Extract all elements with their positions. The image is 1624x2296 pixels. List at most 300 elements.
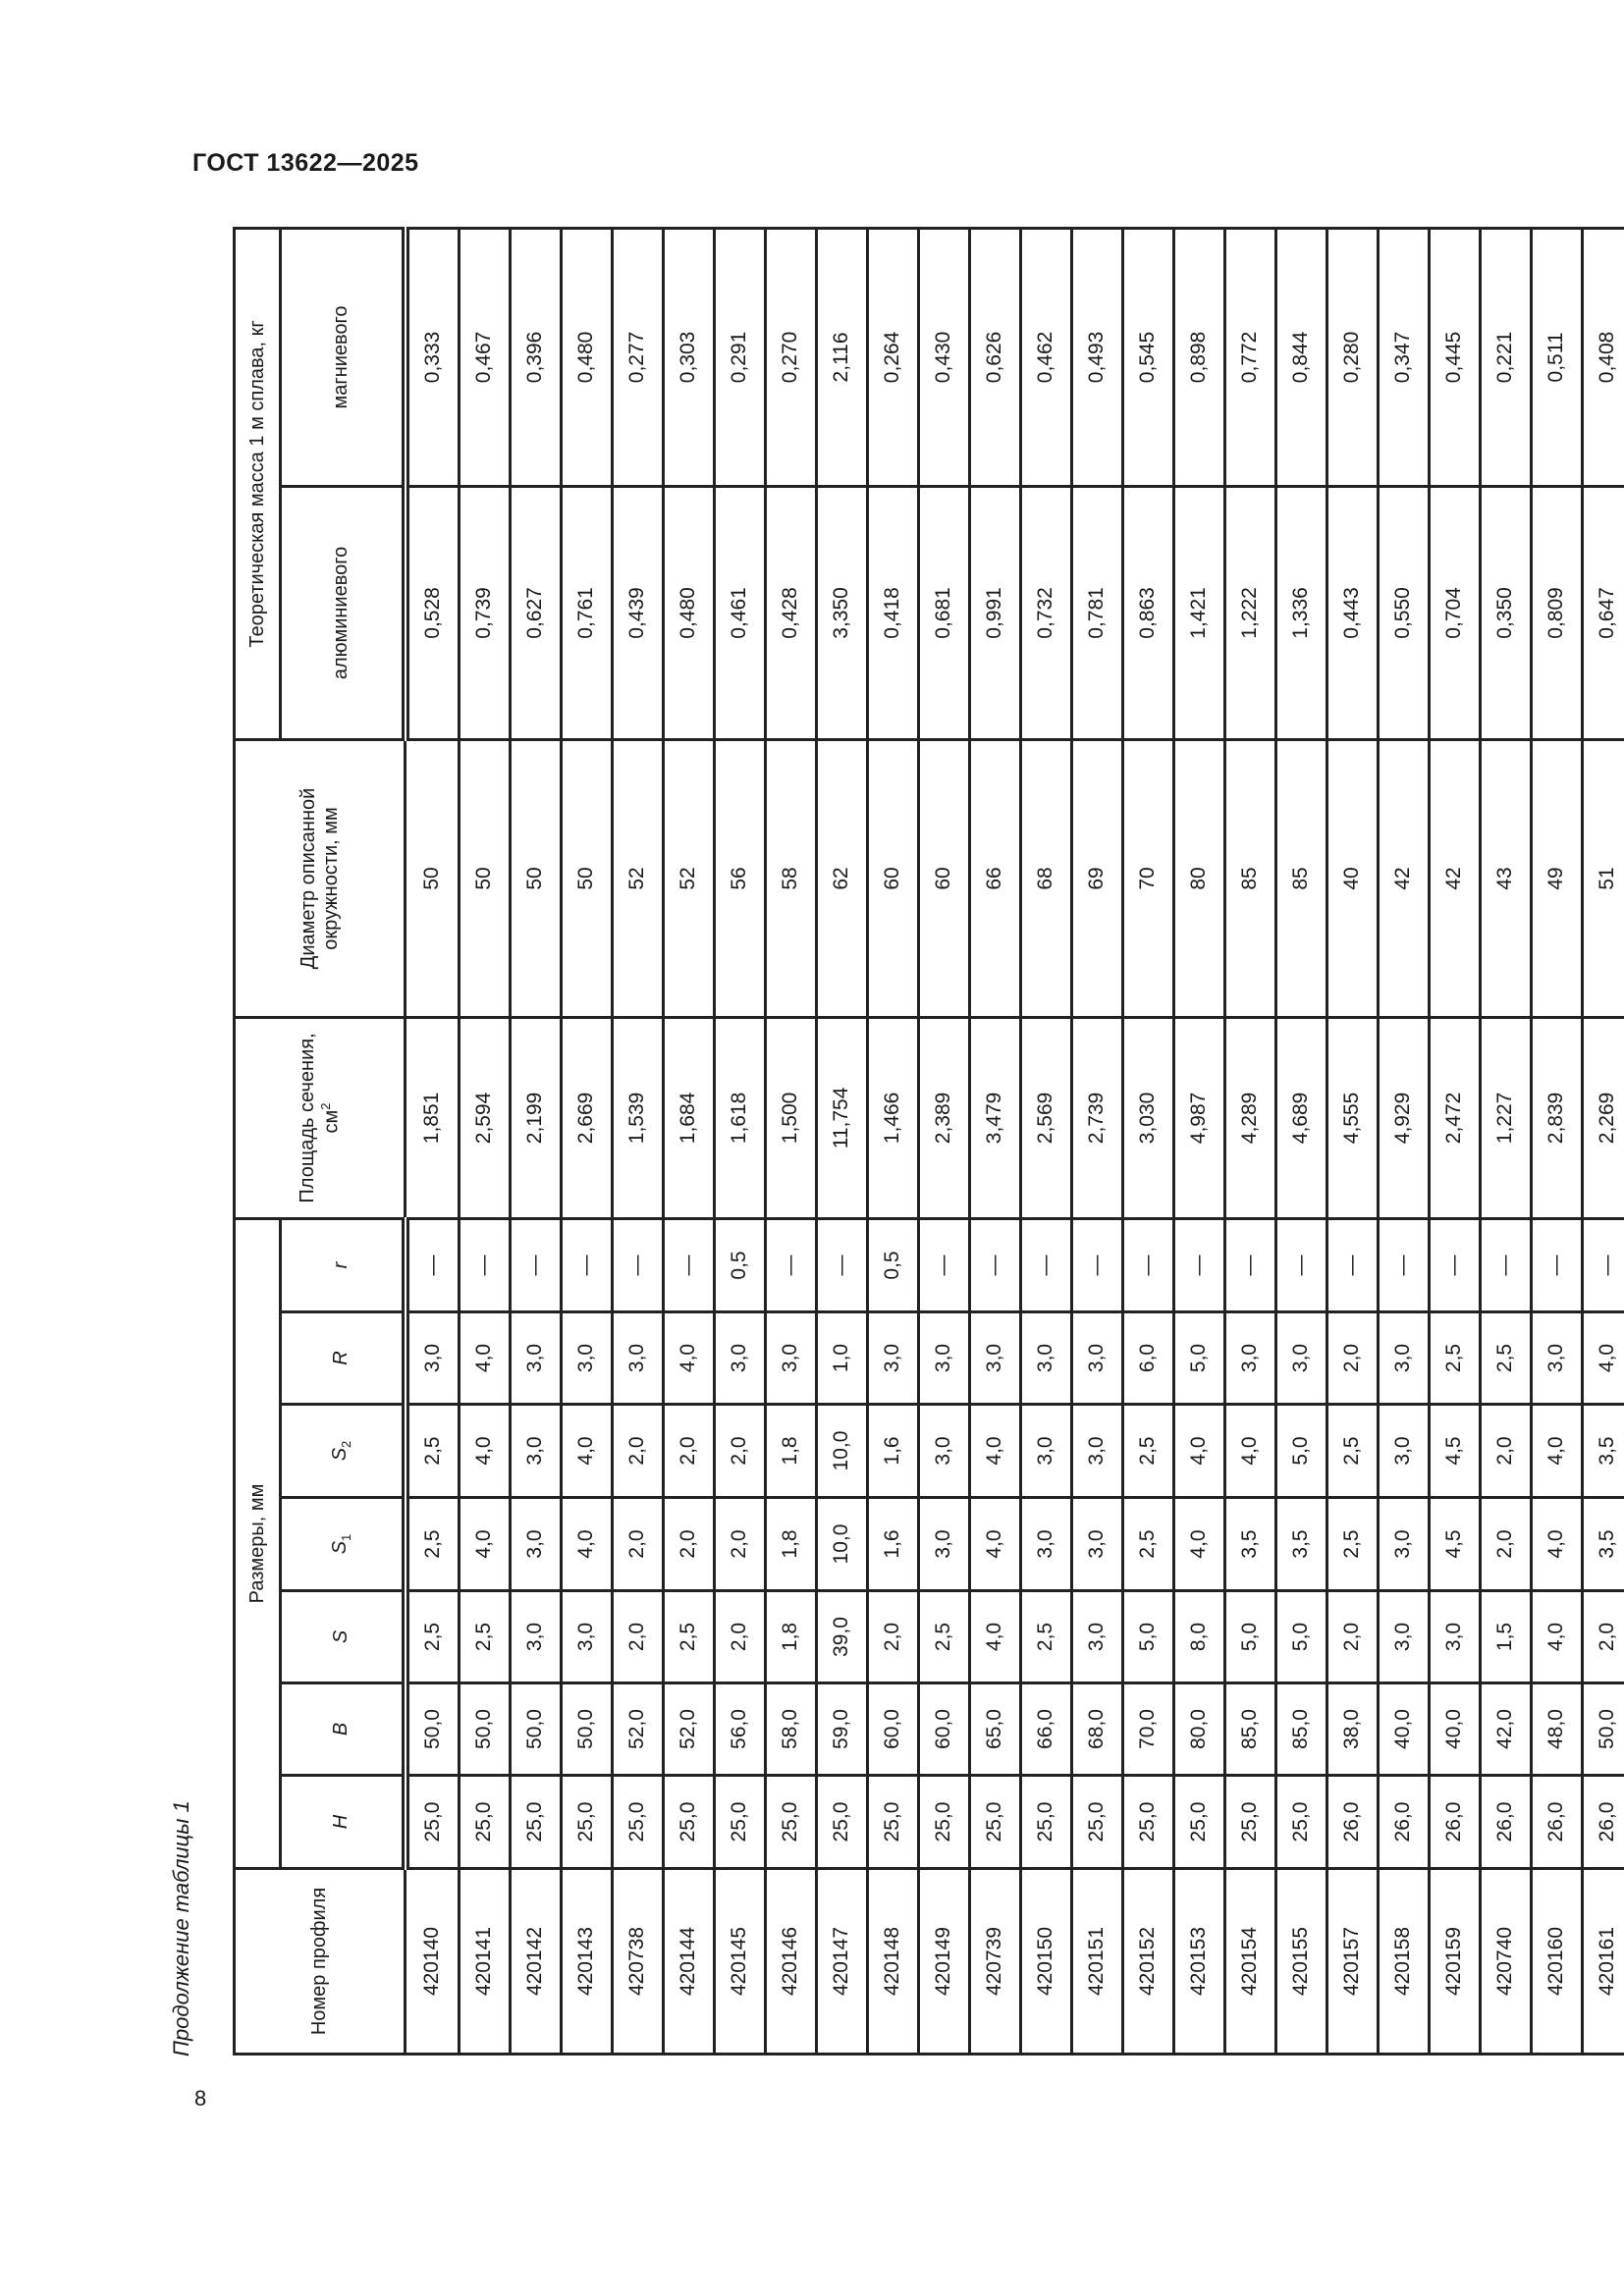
cell-aluminum: 0,863 xyxy=(1122,486,1173,739)
cell-r: — xyxy=(1480,1218,1531,1311)
cell-s: 3,0 xyxy=(561,1591,612,1683)
cell-magnesium: 0,626 xyxy=(969,228,1020,486)
cell-s: 5,0 xyxy=(1122,1591,1173,1683)
cell-area: 2,569 xyxy=(1020,1017,1071,1218)
table-row xyxy=(714,228,765,2054)
table-row xyxy=(1582,228,1624,2054)
cell-s2: 2,0 xyxy=(663,1405,714,1498)
cell-profile: 420149 xyxy=(918,1869,969,2055)
cell-area: 1,618 xyxy=(714,1017,765,1218)
cell-s1: 3,0 xyxy=(1020,1498,1071,1591)
cell-aluminum: 0,681 xyxy=(918,486,969,739)
cell-s2: 3,0 xyxy=(510,1405,561,1498)
cell-b: 59,0 xyxy=(816,1683,867,1776)
cell-h: 25,0 xyxy=(459,1776,510,1869)
cell-b: 52,0 xyxy=(612,1683,663,1776)
table-row xyxy=(969,228,1020,2054)
cell-diameter: 66 xyxy=(969,739,1020,1017)
cell-r: — xyxy=(1071,1218,1122,1311)
cell-diameter: 50 xyxy=(561,739,612,1017)
cell-profile: 420148 xyxy=(867,1869,918,2055)
cell-s1: 3,5 xyxy=(1582,1498,1624,1591)
cell-r: — xyxy=(663,1218,714,1311)
cell-diameter: 56 xyxy=(714,739,765,1017)
cell-diameter: 42 xyxy=(1378,739,1429,1017)
cell-s2: 4,0 xyxy=(561,1405,612,1498)
cell-h: 26,0 xyxy=(1531,1776,1582,1869)
cell-r: — xyxy=(1429,1218,1480,1311)
cell-r: — xyxy=(561,1218,612,1311)
cell-area: 2,594 xyxy=(459,1017,510,1218)
cell-h: 25,0 xyxy=(714,1776,765,1869)
cell-h: 25,0 xyxy=(1275,1776,1326,1869)
cell-r: — xyxy=(406,1218,460,1311)
cell-magnesium: 0,264 xyxy=(867,228,918,486)
cell-s: 2,0 xyxy=(867,1591,918,1683)
cell-b: 70,0 xyxy=(1122,1683,1173,1776)
cell-s2: 2,5 xyxy=(406,1405,460,1498)
header-S2: $S_2$ xyxy=(281,1405,406,1498)
cell-s1: 4,5 xyxy=(1429,1498,1480,1591)
cell-magnesium: 0,221 xyxy=(1480,228,1531,486)
cell-s2: 10,0 xyxy=(816,1405,867,1498)
cell-diameter: 60 xyxy=(867,739,918,1017)
header-R: R xyxy=(281,1312,406,1405)
header-diameter: Диаметр описанной окружности, мм xyxy=(235,739,406,1017)
cell-aluminum: 0,809 xyxy=(1531,486,1582,739)
cell-profile: 420155 xyxy=(1275,1869,1326,2055)
cell-diameter: 60 xyxy=(918,739,969,1017)
cell-diameter: 51 xyxy=(1582,739,1624,1017)
cell-diameter: 42 xyxy=(1429,739,1480,1017)
cell-h: 25,0 xyxy=(1020,1776,1071,1869)
cell-s2: 2,5 xyxy=(1122,1405,1173,1498)
cell-magnesium: 0,333 xyxy=(406,228,460,486)
cell-magnesium: 0,408 xyxy=(1582,228,1624,486)
cell-r: — xyxy=(1531,1218,1582,1311)
cell-aluminum: 0,350 xyxy=(1480,486,1531,739)
cell-diameter: 68 xyxy=(1020,739,1071,1017)
cell-s1: 2,0 xyxy=(612,1498,663,1591)
table-row xyxy=(612,228,663,2054)
cell-s: 5,0 xyxy=(1224,1591,1275,1683)
cell-r: 3,0 xyxy=(406,1312,460,1405)
cell-s1: 3,0 xyxy=(1378,1498,1429,1591)
cell-s2: 1,6 xyxy=(867,1405,918,1498)
cell-h: 26,0 xyxy=(1378,1776,1429,1869)
cell-r: — xyxy=(1122,1218,1173,1311)
cell-profile: 420739 xyxy=(969,1869,1020,2055)
table-row xyxy=(406,228,460,2054)
header-r: r xyxy=(281,1218,406,1311)
cell-s: 2,5 xyxy=(1020,1591,1071,1683)
cell-r: 4,0 xyxy=(1582,1312,1624,1405)
cell-area: 4,289 xyxy=(1224,1017,1275,1218)
cell-h: 26,0 xyxy=(1429,1776,1480,1869)
cell-s: 4,0 xyxy=(1531,1591,1582,1683)
cell-s1: 1,8 xyxy=(765,1498,816,1591)
cell-r: 3,0 xyxy=(765,1312,816,1405)
table-row xyxy=(1429,228,1480,2054)
cell-s1: 2,5 xyxy=(1326,1498,1378,1591)
cell-area: 1,227 xyxy=(1480,1017,1531,1218)
cell-magnesium: 0,844 xyxy=(1275,228,1326,486)
cell-aluminum: 0,991 xyxy=(969,486,1020,739)
cell-s2: 4,5 xyxy=(1429,1405,1480,1498)
cell-s2: 4,0 xyxy=(1531,1405,1582,1498)
cell-s1: 3,5 xyxy=(1224,1498,1275,1591)
cell-r: 3,0 xyxy=(1378,1312,1429,1405)
cell-r: 2,5 xyxy=(1480,1312,1531,1405)
cell-r: 4,0 xyxy=(459,1312,510,1405)
cell-s1: 4,0 xyxy=(459,1498,510,1591)
cell-h: 25,0 xyxy=(561,1776,612,1869)
cell-profile: 420152 xyxy=(1122,1869,1173,2055)
cell-profile: 420161 xyxy=(1582,1869,1624,2055)
cell-s2: 3,0 xyxy=(1071,1405,1122,1498)
cell-b: 85,0 xyxy=(1275,1683,1326,1776)
cell-h: 25,0 xyxy=(663,1776,714,1869)
table-row xyxy=(1122,228,1173,2054)
cell-aluminum: 1,336 xyxy=(1275,486,1326,739)
cell-magnesium: 0,270 xyxy=(765,228,816,486)
cell-b: 60,0 xyxy=(918,1683,969,1776)
cell-s: 3,0 xyxy=(1071,1591,1122,1683)
table-body xyxy=(406,228,1624,2054)
cell-diameter: 50 xyxy=(406,739,460,1017)
cell-diameter: 50 xyxy=(459,739,510,1017)
cell-s2: 3,0 xyxy=(1378,1405,1429,1498)
header-S1: $S_1$ xyxy=(281,1498,406,1591)
cell-r: — xyxy=(1224,1218,1275,1311)
table-caption: Продолжение таблицы 1 xyxy=(169,1800,193,2056)
cell-area: 2,472 xyxy=(1429,1017,1480,1218)
cell-aluminum: 0,439 xyxy=(612,486,663,739)
cell-s1: 3,5 xyxy=(1275,1498,1326,1591)
cell-magnesium: 0,772 xyxy=(1224,228,1275,486)
cell-magnesium: 0,467 xyxy=(459,228,510,486)
header-H: H xyxy=(281,1776,406,1869)
cell-diameter: 62 xyxy=(816,739,867,1017)
cell-s2: 2,5 xyxy=(1326,1405,1378,1498)
cell-area: 2,199 xyxy=(510,1017,561,1218)
cell-s1: 4,0 xyxy=(1531,1498,1582,1591)
cell-profile: 420154 xyxy=(1224,1869,1275,2055)
cell-r: 3,0 xyxy=(1531,1312,1582,1405)
cell-s1: 2,0 xyxy=(714,1498,765,1591)
cell-aluminum: 0,732 xyxy=(1020,486,1071,739)
cell-area: 3,479 xyxy=(969,1017,1020,1218)
table-row xyxy=(1020,228,1071,2054)
cell-aluminum: 0,528 xyxy=(406,486,460,739)
cell-magnesium: 0,347 xyxy=(1378,228,1429,486)
cell-r: — xyxy=(459,1218,510,1311)
cell-r: 3,0 xyxy=(1275,1312,1326,1405)
cell-magnesium: 0,898 xyxy=(1173,228,1224,486)
cell-b: 48,0 xyxy=(1531,1683,1582,1776)
cell-area: 1,851 xyxy=(406,1017,460,1218)
cell-s1: 2,0 xyxy=(663,1498,714,1591)
cell-s1: 4,0 xyxy=(1173,1498,1224,1591)
cell-diameter: 80 xyxy=(1173,739,1224,1017)
cell-b: 68,0 xyxy=(1071,1683,1122,1776)
cell-s: 2,5 xyxy=(406,1591,460,1683)
cell-r: 3,0 xyxy=(510,1312,561,1405)
table-row xyxy=(765,228,816,2054)
cell-r: 3,0 xyxy=(714,1312,765,1405)
cell-s1: 2,5 xyxy=(406,1498,460,1591)
cell-diameter: 85 xyxy=(1224,739,1275,1017)
cell-diameter: 43 xyxy=(1480,739,1531,1017)
cell-r: 0,5 xyxy=(867,1218,918,1311)
cell-area: 4,929 xyxy=(1378,1017,1429,1218)
cell-magnesium: 0,430 xyxy=(918,228,969,486)
profiles-table xyxy=(233,227,1624,2056)
cell-profile: 420157 xyxy=(1326,1869,1378,2055)
cell-r: 3,0 xyxy=(918,1312,969,1405)
cell-magnesium: 0,396 xyxy=(510,228,561,486)
cell-r: 1,0 xyxy=(816,1312,867,1405)
cell-area: 2,389 xyxy=(918,1017,969,1218)
cell-aluminum: 0,647 xyxy=(1582,486,1624,739)
cell-r: — xyxy=(918,1218,969,1311)
cell-b: 50,0 xyxy=(1582,1683,1624,1776)
cell-b: 56,0 xyxy=(714,1683,765,1776)
cell-s: 39,0 xyxy=(816,1591,867,1683)
cell-b: 66,0 xyxy=(1020,1683,1071,1776)
cell-r: 3,0 xyxy=(561,1312,612,1405)
cell-diameter: 52 xyxy=(663,739,714,1017)
cell-area: 2,669 xyxy=(561,1017,612,1218)
cell-r: — xyxy=(1020,1218,1071,1311)
table-row xyxy=(1275,228,1326,2054)
cell-s: 5,0 xyxy=(1275,1591,1326,1683)
cell-r: 3,0 xyxy=(1020,1312,1071,1405)
cell-profile: 420144 xyxy=(663,1869,714,2055)
cell-r: — xyxy=(1173,1218,1224,1311)
cell-aluminum: 0,480 xyxy=(663,486,714,739)
cell-r: 2,0 xyxy=(1326,1312,1378,1405)
cell-s: 8,0 xyxy=(1173,1591,1224,1683)
rotated-table-container xyxy=(233,230,1618,2056)
cell-h: 25,0 xyxy=(1224,1776,1275,1869)
cell-s: 1,8 xyxy=(765,1591,816,1683)
cell-area: 1,684 xyxy=(663,1017,714,1218)
cell-s2: 2,0 xyxy=(612,1405,663,1498)
cell-diameter: 69 xyxy=(1071,739,1122,1017)
cell-r: — xyxy=(1326,1218,1378,1311)
cell-h: 25,0 xyxy=(969,1776,1020,1869)
cell-profile: 420151 xyxy=(1071,1869,1122,2055)
cell-profile: 420146 xyxy=(765,1869,816,2055)
cell-s1: 4,0 xyxy=(969,1498,1020,1591)
table-row xyxy=(918,228,969,2054)
cell-s2: 3,0 xyxy=(1020,1405,1071,1498)
cell-r: — xyxy=(612,1218,663,1311)
cell-b: 42,0 xyxy=(1480,1683,1531,1776)
cell-aluminum: 0,461 xyxy=(714,486,765,739)
cell-s2: 4,0 xyxy=(1224,1405,1275,1498)
cell-r: 6,0 xyxy=(1122,1312,1173,1405)
cell-h: 25,0 xyxy=(1122,1776,1173,1869)
cell-b: 50,0 xyxy=(459,1683,510,1776)
cell-magnesium: 0,511 xyxy=(1531,228,1582,486)
cell-s1: 2,0 xyxy=(1480,1498,1531,1591)
cell-s: 2,0 xyxy=(1582,1591,1624,1683)
cell-r: 3,0 xyxy=(969,1312,1020,1405)
cell-b: 80,0 xyxy=(1173,1683,1224,1776)
cell-s: 2,0 xyxy=(714,1591,765,1683)
cell-r: — xyxy=(1378,1218,1429,1311)
cell-s2: 2,0 xyxy=(1480,1405,1531,1498)
table-row xyxy=(1531,228,1582,2054)
cell-s1: 2,5 xyxy=(1122,1498,1173,1591)
cell-h: 25,0 xyxy=(510,1776,561,1869)
table-row xyxy=(1173,228,1224,2054)
cell-area: 11,754 xyxy=(816,1017,867,1218)
cell-b: 85,0 xyxy=(1224,1683,1275,1776)
cell-h: 25,0 xyxy=(1173,1776,1224,1869)
cell-s2: 5,0 xyxy=(1275,1405,1326,1498)
cell-profile: 420160 xyxy=(1531,1869,1582,2055)
cell-h: 25,0 xyxy=(612,1776,663,1869)
cell-r: 4,0 xyxy=(663,1312,714,1405)
header-S: S xyxy=(281,1591,406,1683)
cell-s: 2,5 xyxy=(663,1591,714,1683)
cell-magnesium: 0,545 xyxy=(1122,228,1173,486)
cell-magnesium: 0,462 xyxy=(1020,228,1071,486)
cell-h: 26,0 xyxy=(1480,1776,1531,1869)
cell-area: 2,739 xyxy=(1071,1017,1122,1218)
cell-b: 38,0 xyxy=(1326,1683,1378,1776)
cell-magnesium: 0,277 xyxy=(612,228,663,486)
cell-s: 1,5 xyxy=(1480,1591,1531,1683)
cell-aluminum: 1,222 xyxy=(1224,486,1275,739)
cell-r: 3,0 xyxy=(1224,1312,1275,1405)
cell-s2: 4,0 xyxy=(459,1405,510,1498)
cell-aluminum: 0,428 xyxy=(765,486,816,739)
cell-h: 26,0 xyxy=(1326,1776,1378,1869)
cell-s2: 3,5 xyxy=(1582,1405,1624,1498)
cell-profile: 420159 xyxy=(1429,1869,1480,2055)
cell-aluminum: 0,443 xyxy=(1326,486,1378,739)
cell-b: 50,0 xyxy=(510,1683,561,1776)
cell-diameter: 70 xyxy=(1122,739,1173,1017)
cell-profile: 420147 xyxy=(816,1869,867,2055)
cell-s: 3,0 xyxy=(1378,1591,1429,1683)
cell-b: 50,0 xyxy=(561,1683,612,1776)
header-profile: Номер профиля xyxy=(235,1869,406,2055)
cell-b: 40,0 xyxy=(1378,1683,1429,1776)
cell-aluminum: 0,550 xyxy=(1378,486,1429,739)
cell-profile: 420143 xyxy=(561,1869,612,2055)
cell-h: 25,0 xyxy=(918,1776,969,1869)
cell-s2: 1,8 xyxy=(765,1405,816,1498)
cell-area: 1,466 xyxy=(867,1017,918,1218)
cell-profile: 420142 xyxy=(510,1869,561,2055)
cell-profile: 420740 xyxy=(1480,1869,1531,2055)
cell-magnesium: 0,493 xyxy=(1071,228,1122,486)
cell-aluminum: 0,781 xyxy=(1071,486,1122,739)
cell-profile: 420145 xyxy=(714,1869,765,2055)
cell-r: — xyxy=(816,1218,867,1311)
cell-r: 3,0 xyxy=(867,1312,918,1405)
cell-h: 25,0 xyxy=(867,1776,918,1869)
cell-area: 1,539 xyxy=(612,1017,663,1218)
cell-area: 4,555 xyxy=(1326,1017,1378,1218)
cell-b: 58,0 xyxy=(765,1683,816,1776)
cell-r: 3,0 xyxy=(612,1312,663,1405)
cell-profile: 420158 xyxy=(1378,1869,1429,2055)
header-area: Площадь сечения, $см^2$ xyxy=(235,1017,406,1218)
cell-s2: 2,0 xyxy=(714,1405,765,1498)
table-row xyxy=(510,228,561,2054)
table-row xyxy=(1224,228,1275,2054)
cell-r: — xyxy=(510,1218,561,1311)
cell-s2: 4,0 xyxy=(969,1405,1020,1498)
cell-s1: 1,6 xyxy=(867,1498,918,1591)
cell-s1: 4,0 xyxy=(561,1498,612,1591)
table-row xyxy=(459,228,510,2054)
cell-r: 2,5 xyxy=(1429,1312,1480,1405)
cell-aluminum: 0,704 xyxy=(1429,486,1480,739)
cell-b: 50,0 xyxy=(406,1683,460,1776)
cell-magnesium: 0,280 xyxy=(1326,228,1378,486)
cell-b: 65,0 xyxy=(969,1683,1020,1776)
cell-aluminum: 0,761 xyxy=(561,486,612,739)
cell-profile: 420141 xyxy=(459,1869,510,2055)
cell-magnesium: 0,291 xyxy=(714,228,765,486)
cell-s: 3,0 xyxy=(510,1591,561,1683)
table-row xyxy=(561,228,612,2054)
cell-b: 60,0 xyxy=(867,1683,918,1776)
cell-s: 2,5 xyxy=(459,1591,510,1683)
cell-magnesium: 0,445 xyxy=(1429,228,1480,486)
header-dimensions: Размеры, мм xyxy=(235,1218,281,1868)
cell-h: 25,0 xyxy=(1071,1776,1122,1869)
cell-area: 3,030 xyxy=(1122,1017,1173,1218)
cell-h: 25,0 xyxy=(816,1776,867,1869)
cell-h: 26,0 xyxy=(1582,1776,1624,1869)
page-number: 8 xyxy=(194,2086,207,2110)
cell-aluminum: 0,418 xyxy=(867,486,918,739)
cell-s2: 4,0 xyxy=(1173,1405,1224,1498)
cell-diameter: 52 xyxy=(612,739,663,1017)
cell-magnesium: 0,303 xyxy=(663,228,714,486)
cell-area: 2,839 xyxy=(1531,1017,1582,1218)
table-row xyxy=(1326,228,1378,2054)
cell-area: 1,500 xyxy=(765,1017,816,1218)
table-row xyxy=(1071,228,1122,2054)
cell-diameter: 50 xyxy=(510,739,561,1017)
cell-diameter: 40 xyxy=(1326,739,1378,1017)
cell-magnesium: 0,480 xyxy=(561,228,612,486)
cell-profile: 420153 xyxy=(1173,1869,1224,2055)
header-magnesium: магниевого xyxy=(281,228,406,486)
cell-magnesium: 2,116 xyxy=(816,228,867,486)
cell-s1: 3,0 xyxy=(1071,1498,1122,1591)
cell-r: 3,0 xyxy=(1071,1312,1122,1405)
cell-s: 3,0 xyxy=(1429,1591,1480,1683)
cell-aluminum: 0,739 xyxy=(459,486,510,739)
cell-h: 25,0 xyxy=(765,1776,816,1869)
table-row xyxy=(1480,228,1531,2054)
cell-profile: 420738 xyxy=(612,1869,663,2055)
table-row xyxy=(1378,228,1429,2054)
cell-s1: 3,0 xyxy=(918,1498,969,1591)
table-row xyxy=(816,228,867,2054)
table-row xyxy=(663,228,714,2054)
